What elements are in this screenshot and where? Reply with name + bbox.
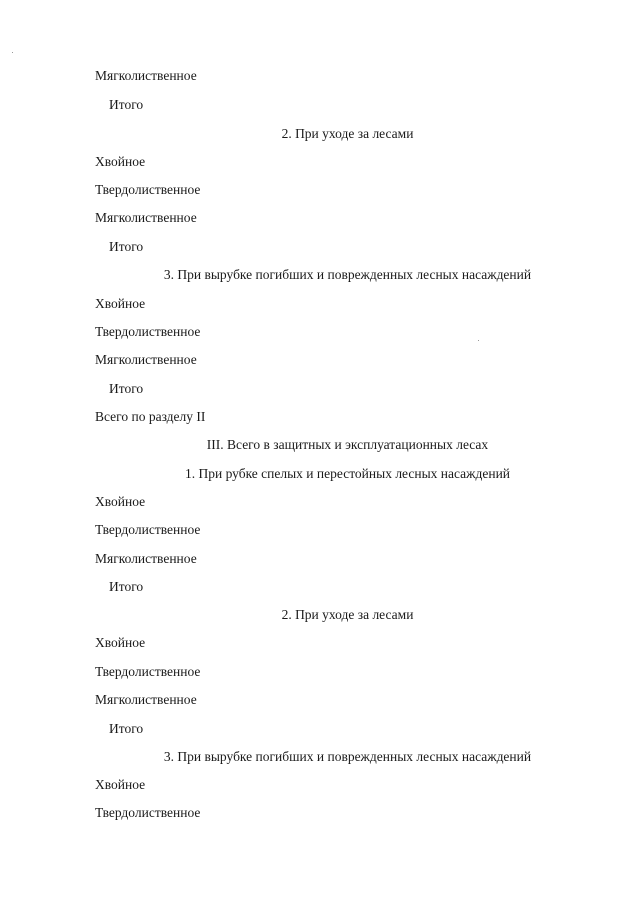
section-heading-damaged-stands: 3. При вырубке погибших и поврежденных лесных насаждений (163, 267, 532, 282)
row-label-softwood: Мягколиственное (95, 692, 197, 707)
section-heading-mature-stands: 1. При рубке спелых и перестойных лесных насаждений (184, 466, 511, 481)
row-label-coniferous: Хвойное (95, 777, 146, 792)
row-label-coniferous: Хвойное (95, 494, 146, 509)
row-label-hardwood: Твердолиственное (95, 182, 201, 197)
row-label-hardwood: Твердолиственное (95, 522, 201, 537)
row-label-hardwood: Твердолиственное (95, 324, 201, 339)
row-label-total: Итого (109, 579, 144, 594)
row-label-softwood: Мягколиственное (95, 68, 197, 83)
scan-speck (478, 340, 479, 341)
section-heading-forest-care: 2. При уходе за лесами (281, 607, 414, 622)
row-label-softwood: Мягколиственное (95, 551, 197, 566)
row-label-hardwood: Твердолиственное (95, 805, 201, 820)
row-label-softwood: Мягколиственное (95, 210, 197, 225)
section-heading-forest-care: 2. При уходе за лесами (281, 126, 414, 141)
part-heading-protective-forests: III. Всего в защитных и эксплуатационных лесах (206, 437, 489, 452)
row-label-section-total: Всего по разделу II (95, 409, 206, 424)
row-label-hardwood: Твердолиственное (95, 664, 201, 679)
row-label-coniferous: Хвойное (95, 296, 146, 311)
row-label-softwood: Мягколиственное (95, 352, 197, 367)
section-heading-damaged-stands: 3. При вырубке погибших и поврежденных лесных насаждений (163, 749, 532, 764)
row-label-total: Итого (109, 97, 144, 112)
row-label-total: Итого (109, 239, 144, 254)
row-label-total: Итого (109, 721, 144, 736)
scan-speck (12, 52, 13, 53)
row-label-total: Итого (109, 381, 144, 396)
row-label-coniferous: Хвойное (95, 635, 146, 650)
row-label-coniferous: Хвойное (95, 154, 146, 169)
